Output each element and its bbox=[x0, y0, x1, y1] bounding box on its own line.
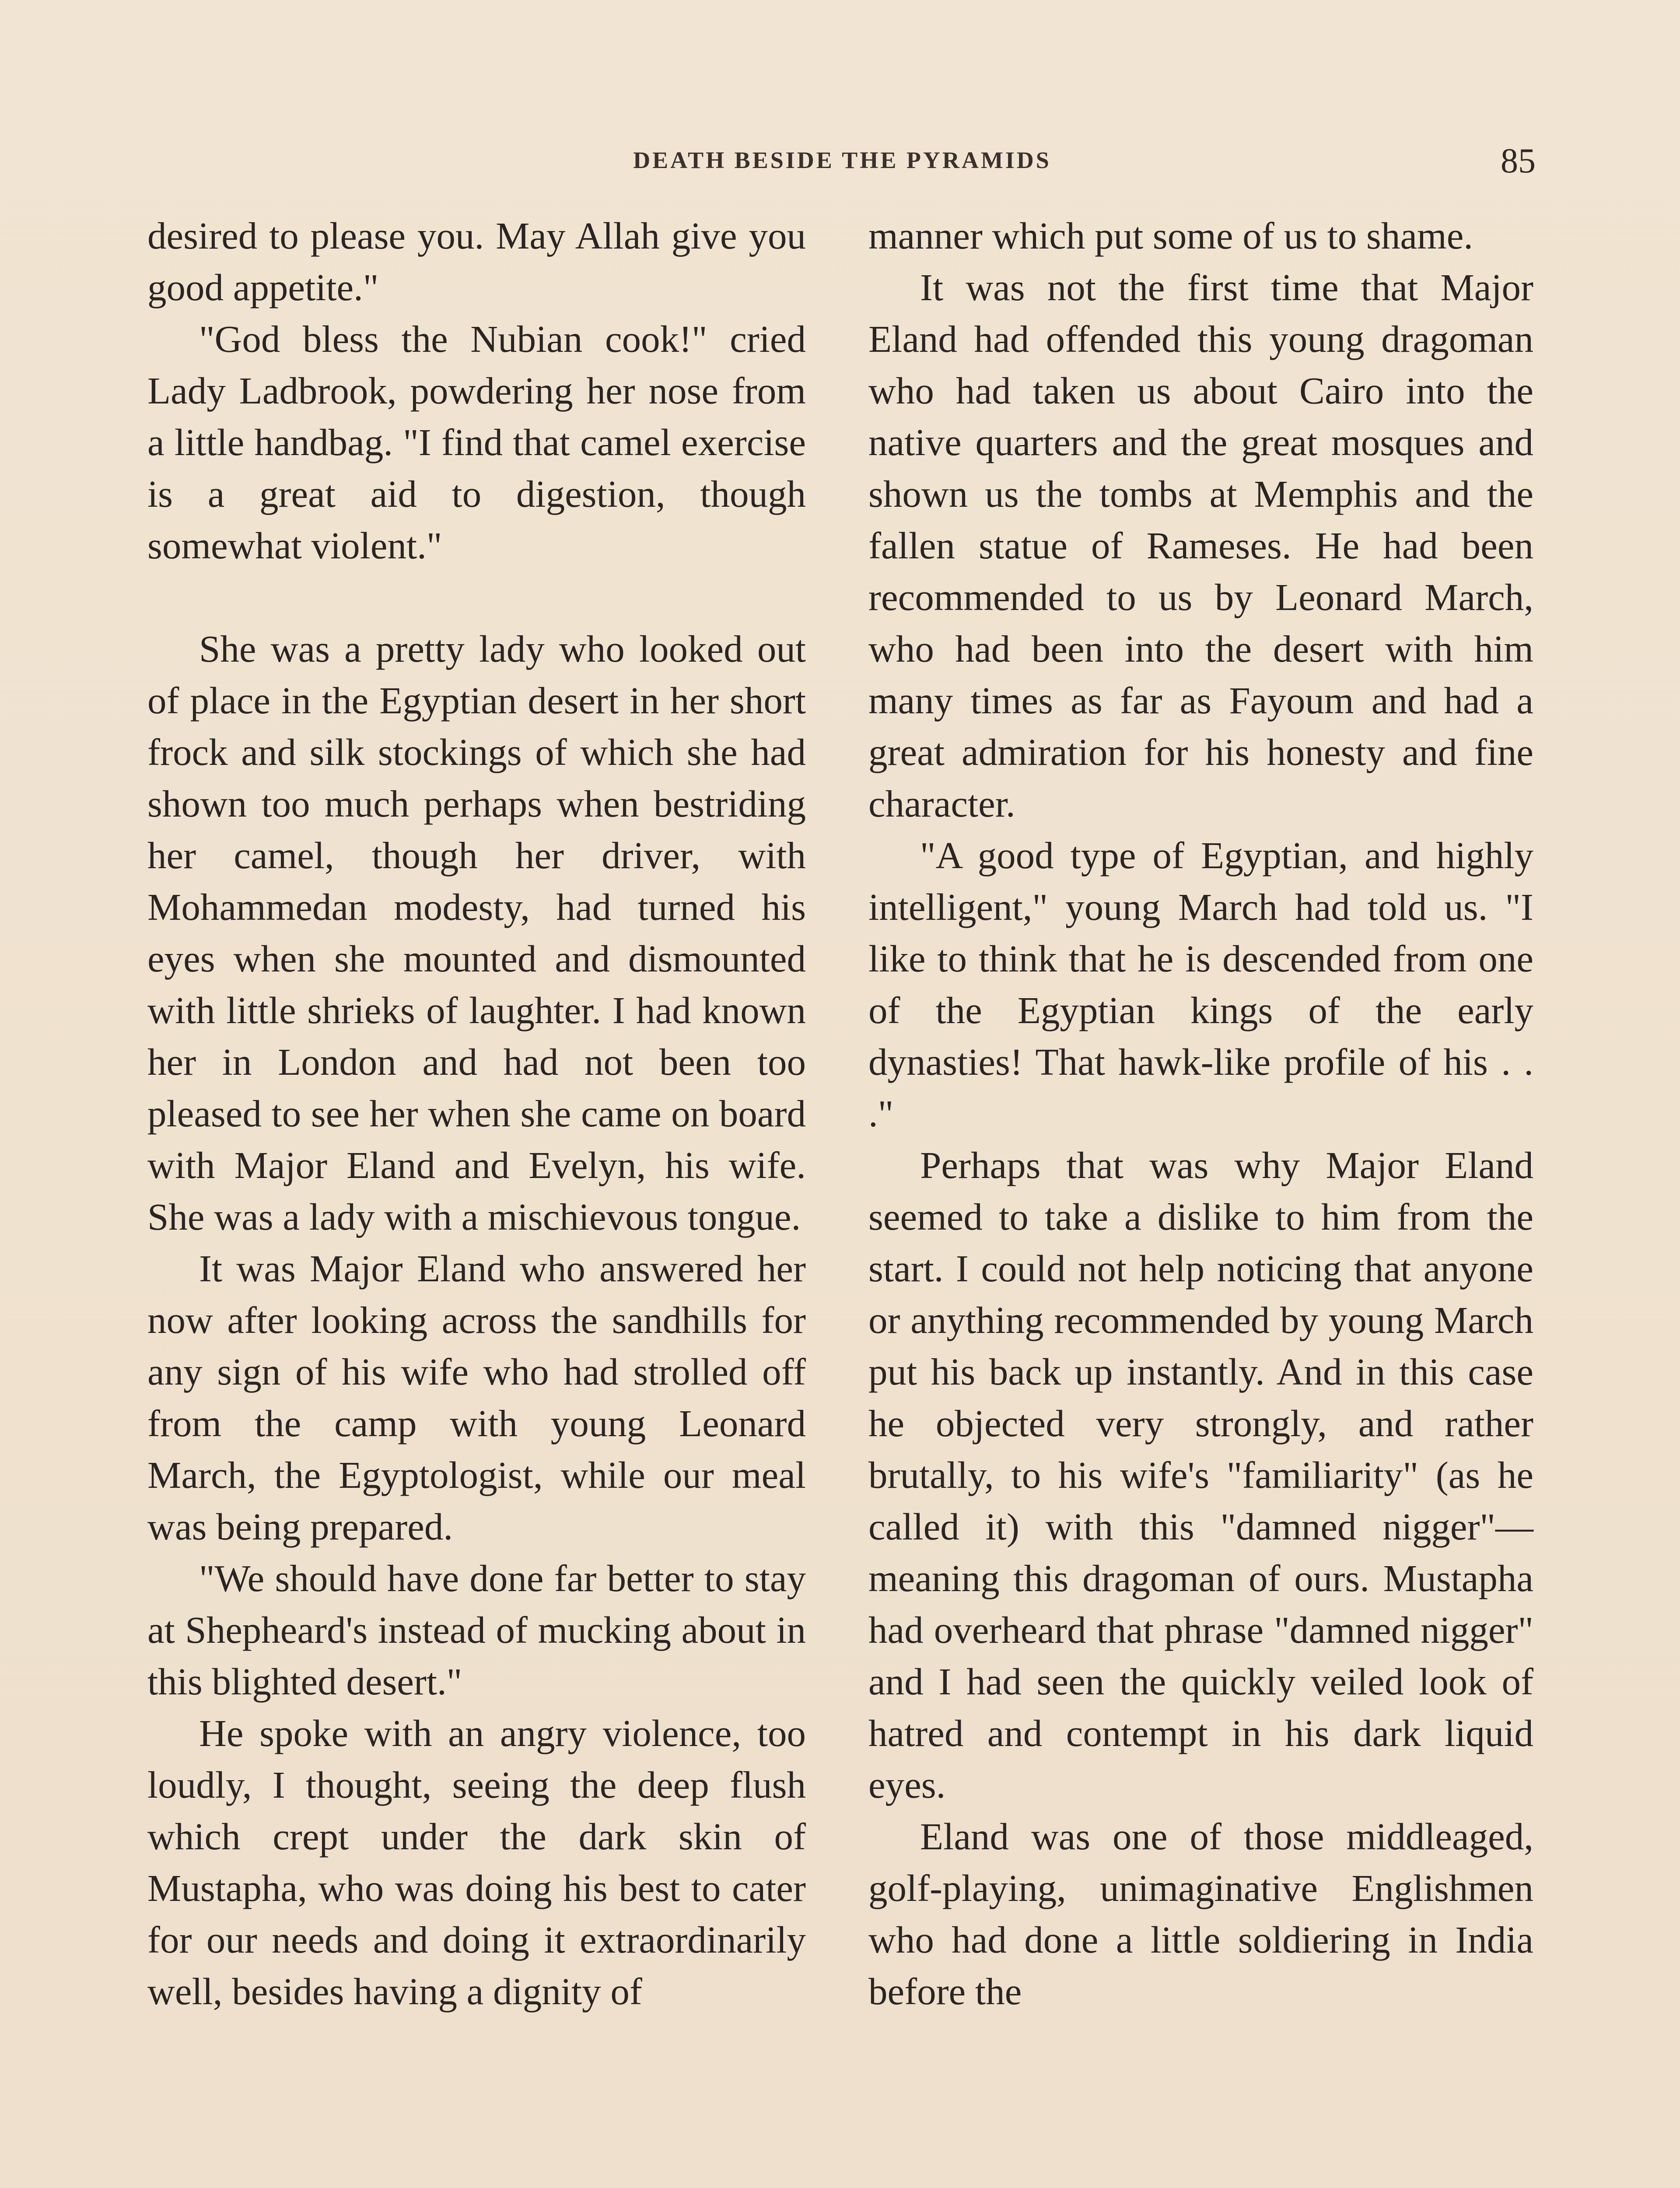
paragraph: It was not the first time that Major Eland had offended this young dragoman who had taken us about Cairo into the native quarters and the great mosques and shown us the tombs at Memphis and the fallen statue of Rameses. He had been recommended to us by Leonard March, who had been into the desert with him many times as far as Fayoum and had a great admiration for his honesty and fine character. bbox=[868, 266, 1533, 825]
paragraph: desired to please you. May Allah give you good appetite." bbox=[147, 214, 806, 309]
paragraph: Perhaps that was why Major Eland seemed to take a dislike to him from the start. I could not help noticing that anyone or anything recommended by young March put his back up instantly. And in this case he objected very strongly, and rather brutally, to his wife's "familiarity" (as he called it) with this "damned nigger"—meaning this dragoman of ours. Mustapha had overheard that phrase "damned nigger" and I had seen the quickly veiled look of hatred and contempt in his dark liquid eyes. bbox=[868, 1144, 1533, 1806]
paragraph: "A good type of Egyptian, and highly intelligent," young March had told us. "I like to think that he is descended from one of the Egyptian kings of the early dynasties! That hawk-like profile of his . . ." bbox=[868, 834, 1533, 1135]
running-title: DEATH BESIDE THE PYRAMIDS bbox=[633, 147, 1051, 173]
paragraph: He spoke with an angry violence, too loudly, I thought, seeing the deep flush which crept under the dark skin of Mustapha, who was doing his best to cater for our needs and doing it extraordinarily well, besides having a dignity of bbox=[147, 1712, 806, 2013]
paragraph: "God bless the Nubian cook!" cried Lady Ladbrook, powdering her nose from a little handbag. "I find that camel exercise is a great aid to digestion, though somewhat violent." bbox=[147, 318, 806, 567]
left-column bbox=[147, 210, 806, 2017]
paragraph: She was a pretty lady who looked out of place in the Egyptian desert in her short frock and silk stockings of which she had shown too much perhaps when bestriding her camel, though her driver, with Mohammedan modesty, had turned his eyes when she mounted and dismounted with little shrieks of laughter. I had known her in London and had not been too pleased to see her when she came on board with Major Eland and Evelyn, his wife. She was a lady with a mischievous tongue. bbox=[147, 628, 806, 1238]
right-column bbox=[868, 210, 1533, 2017]
paragraph: "We should have done far better to stay at Shepheard's instead of mucking about in this blighted desert." bbox=[147, 1557, 806, 1703]
page-number: 85 bbox=[1501, 142, 1536, 180]
paragraph: Eland was one of those middleaged, golf-playing, unimaginative Englishmen who had done a little soldiering in India before the bbox=[868, 1815, 1533, 2013]
paragraph: It was Major Eland who answered her now after looking across the sandhills for any sign of his wife who had strolled off from the camp with young Leonard March, the Egyptologist, while our meal was being prepared. bbox=[147, 1247, 806, 1548]
paragraph: manner which put some of us to shame. bbox=[868, 214, 1474, 257]
running-head bbox=[149, 142, 1536, 186]
